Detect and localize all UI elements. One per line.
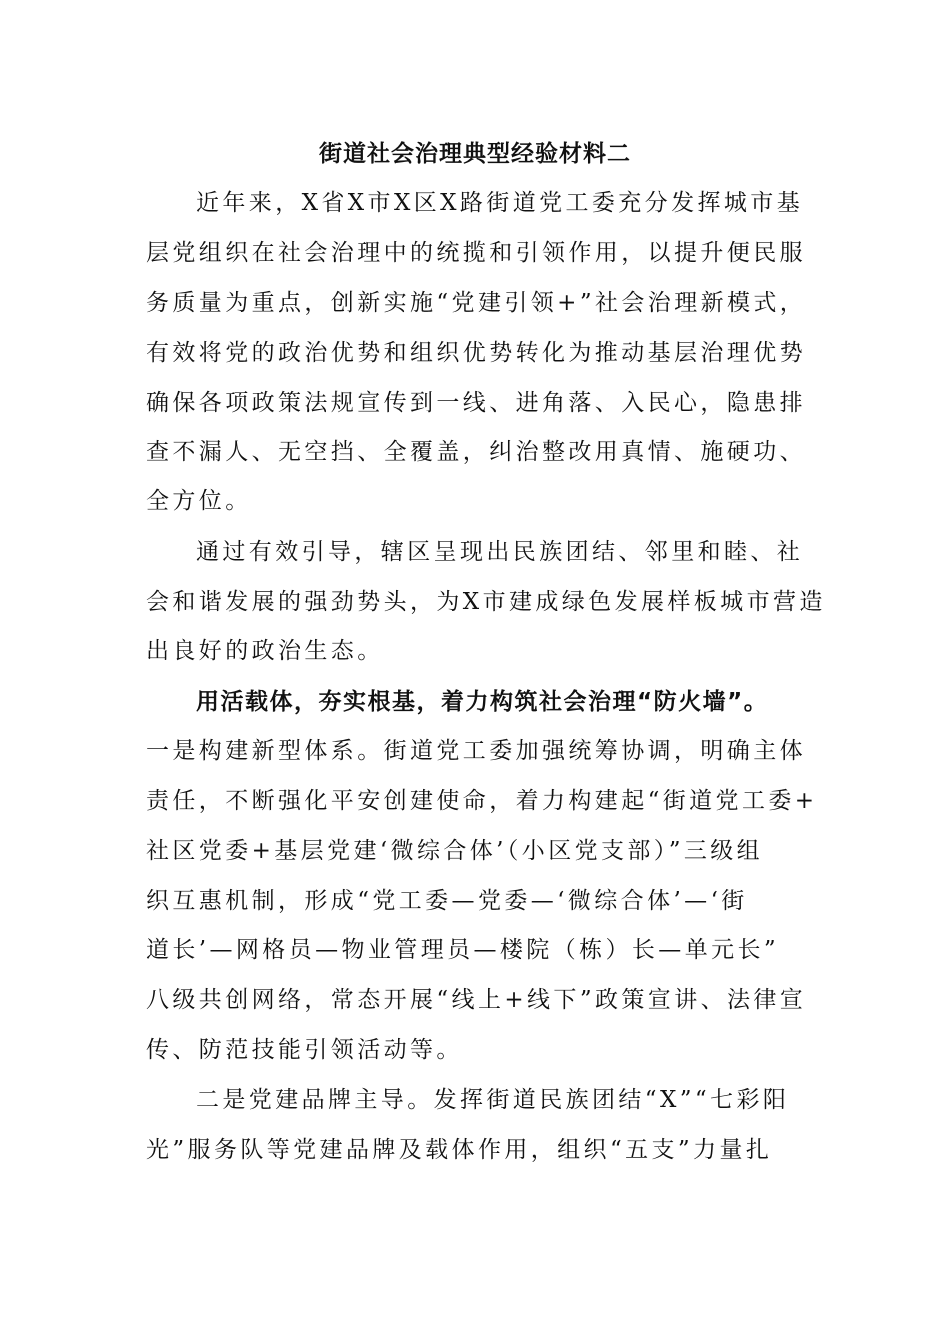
- paragraph-line: 确保各项政策法规宣传到一线、进角落、入民心，隐患排: [146, 390, 806, 416]
- paragraph-line: 会和谐发展的强劲势头，为X市建成绿色发展样板城市营造: [146, 589, 826, 615]
- document-title: 街道社会治理典型经验材料二: [319, 141, 631, 167]
- paragraph-line: 层党组织在社会治理中的统揽和引领作用，以提升便民服: [146, 240, 806, 266]
- paragraph-line: 道长’—网格员—物业管理员—楼院（栋）长—单元长”: [146, 937, 780, 963]
- paragraph-line: 社区党委+基层党建‘微综合体’（小区党支部）”三级组: [146, 838, 764, 864]
- section-heading: 用活载体，夯实根基，着力构筑社会治理“防火墙”。: [196, 689, 769, 715]
- paragraph-line: 出良好的政治生态。: [146, 638, 384, 664]
- paragraph-line: 通过有效引导，辖区呈现出民族团结、邻里和睦、社: [196, 539, 804, 565]
- paragraph-line: 织互惠机制，形成“党工委—党委—‘微综合体’—‘街: [146, 888, 748, 914]
- paragraph-line: 务质量为重点，创新实施“党建引领+”社会治理新模式，: [146, 290, 807, 316]
- paragraph-line: 一是构建新型体系。街道党工委加强统筹协调，明确主体: [146, 738, 806, 764]
- paragraph-line: 全方位。: [146, 488, 252, 514]
- paragraph-line: 有效将党的政治优势和组织优势转化为推动基层治理优势: [146, 340, 806, 366]
- paragraph-line: 二是党建品牌主导。发挥街道民族团结“X”“七彩阳: [196, 1087, 790, 1113]
- paragraph-line: 查不漏人、无空挡、全覆盖，纠治整改用真情、施硬功、: [146, 439, 806, 465]
- paragraph-line: 光”服务队等党建品牌及载体作用，组织“五支”力量扎: [146, 1137, 773, 1163]
- paragraph-line: 传、防范技能引领活动等。: [146, 1037, 463, 1063]
- paragraph-line: 八级共创网络，常态开展“线上+线下”政策宣讲、法律宣: [146, 987, 807, 1013]
- paragraph-line: 近年来，X省X市X区X路街道党工委充分发挥城市基: [196, 190, 804, 216]
- paragraph-line: 责任，不断强化平安创建使命，着力构建起“街道党工委+: [146, 788, 818, 814]
